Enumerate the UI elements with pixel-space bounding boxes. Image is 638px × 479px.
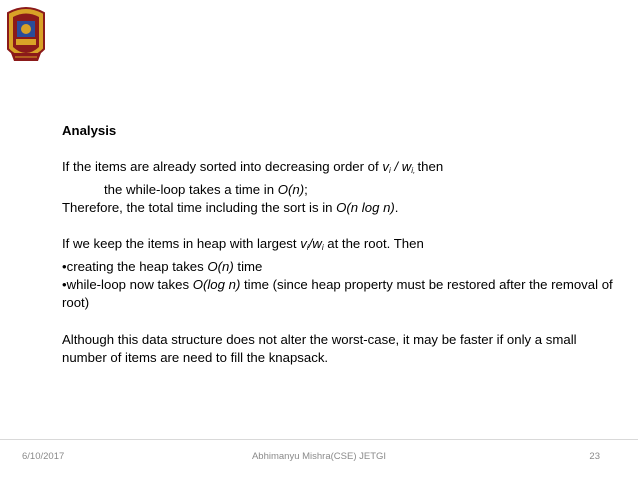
para1-line1: If the items are already sorted into decreasing order of $v_i / w_{i,}$ then xyxy=(62,159,444,176)
slide-title: Analysis xyxy=(62,123,117,138)
footer-divider xyxy=(0,439,638,440)
para3: Although this data structure does not alter the worst-case, it may be faster if only a small number of items are need to fill the knapsack. xyxy=(62,331,577,366)
para1-line3: Therefore, the total time including the sort is in O(n log n). xyxy=(62,199,399,215)
college-logo-icon xyxy=(5,5,47,67)
footer-page-number: 23 xyxy=(589,451,600,462)
footer-author: Abhimanyu Mishra(CSE) JETGI xyxy=(251,451,387,462)
bullet-create-heap: •creating the heap takes O(n) time xyxy=(62,258,263,274)
para2-line1: If we keep the items in heap with largest $v_i/w_i$ at the root. Then xyxy=(62,236,424,253)
para1-line2: the while-loop takes a time in O(n); xyxy=(104,181,308,197)
bullet-while-loop: •while-loop now takes O(log n) time (since heap property must be restored after the removal of root) xyxy=(62,277,613,311)
footer-date: 6/10/2017 xyxy=(22,451,65,462)
slide-content xyxy=(62,122,622,368)
